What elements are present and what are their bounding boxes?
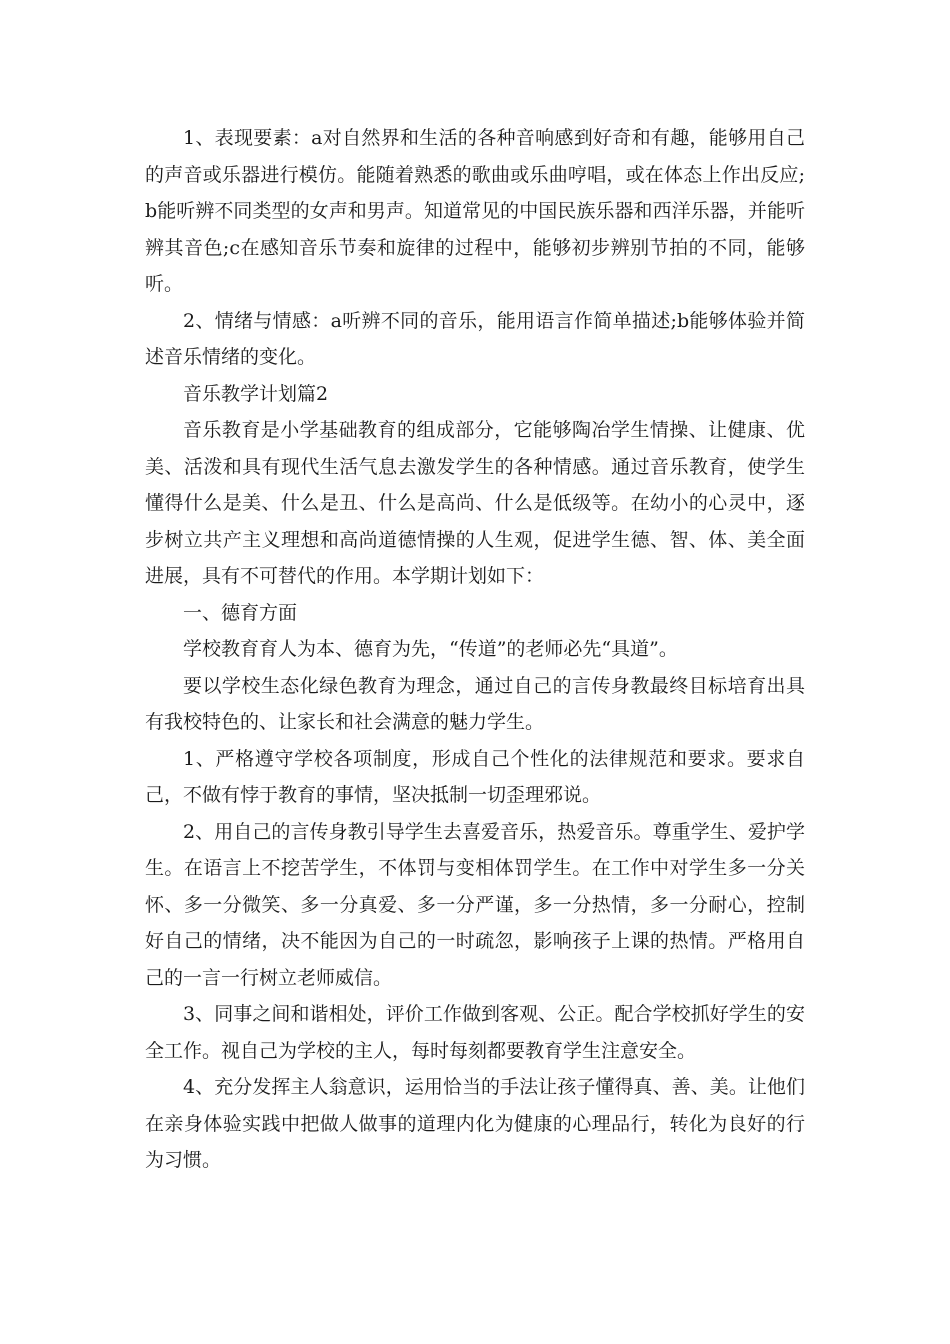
paragraph-moral-first: 学校教育育人为本、德育为先，“传道”的老师必先“具道”。 (183, 638, 678, 660)
list-item-3: 3、同事之间和谐相处，评价工作做到客观、公正。配合学校抓好学生的安全工作。视自己为学校的主人，每时每刻都要教育学生注意安全。 (145, 1003, 805, 1062)
paragraph-emotion: 2、情绪与情感：a听辨不同的音乐，能用语言作简单描述;b能够体验并简述音乐情绪的变化。 (145, 309, 805, 368)
list-item-1: 1、严格遵守学校各项制度，形成自己个性化的法律规范和要求。要求自己，不做有悖于教育的事情，坚决抵制一切歪理邪说。 (145, 747, 805, 806)
paragraph-intro: 音乐教育是小学基础教育的组成部分，它能够陶冶学生情操、让健康、优美、活泼和具有现代生活气息去激发学生的各种情感。通过音乐教育，使学生懂得什么是美、什么是丑、什么是高尚、什么是低级等。在幼小的心灵中，逐步树立共产主义理想和高尚道德情操的人生观，促进学生德、智、体、美全面进展，具有不可替代的作用。本学期计划如下： (145, 419, 805, 587)
document-page (145, 120, 805, 1179)
list-item-2: 2、用自己的言传身教引导学生去喜爱音乐，热爱音乐。尊重学生、爱护学生。在语言上不挖苦学生，不体罚与变相体罚学生。在工作中对学生多一分关怀、多一分微笑、多一分真爱、多一分严谨，多一分热情，多一分耐心，控制好自己的情绪，决不能因为自己的一时疏忽，影响孩子上课的热情。严格用自己的一言一行树立老师威信。 (145, 820, 805, 989)
paragraph-green-education: 要以学校生态化绿色教育为理念，通过自己的言传身教最终目标培育出具有我校特色的、让家长和社会满意的魅力学生。 (145, 674, 805, 733)
section-heading-plan-2: 音乐教学计划篇2 (183, 382, 329, 405)
list-item-4: 4、充分发挥主人翁意识，运用恰当的手法让孩子懂得真、善、美。让他们在亲身体验实践中把做人做事的道理内化为健康的心理品行，转化为良好的行为习惯。 (145, 1076, 805, 1171)
paragraph-performance-elements: 1、表现要素：a对自然界和生活的各种音响感到好奇和有趣，能够用自己的声音或乐器进行模仿。能随着熟悉的歌曲或乐曲哼唱，或在体态上作出反应;b能听辨不同类型的女声和男声。知道常见的中国民族乐器和西洋乐器，并能听辨其音色;c在感知音乐节奏和旋律的过程中，能够初步辨别节拍的不同，能够听。 (145, 127, 805, 295)
section-heading-moral-education: 一、德育方面 (183, 601, 298, 624)
